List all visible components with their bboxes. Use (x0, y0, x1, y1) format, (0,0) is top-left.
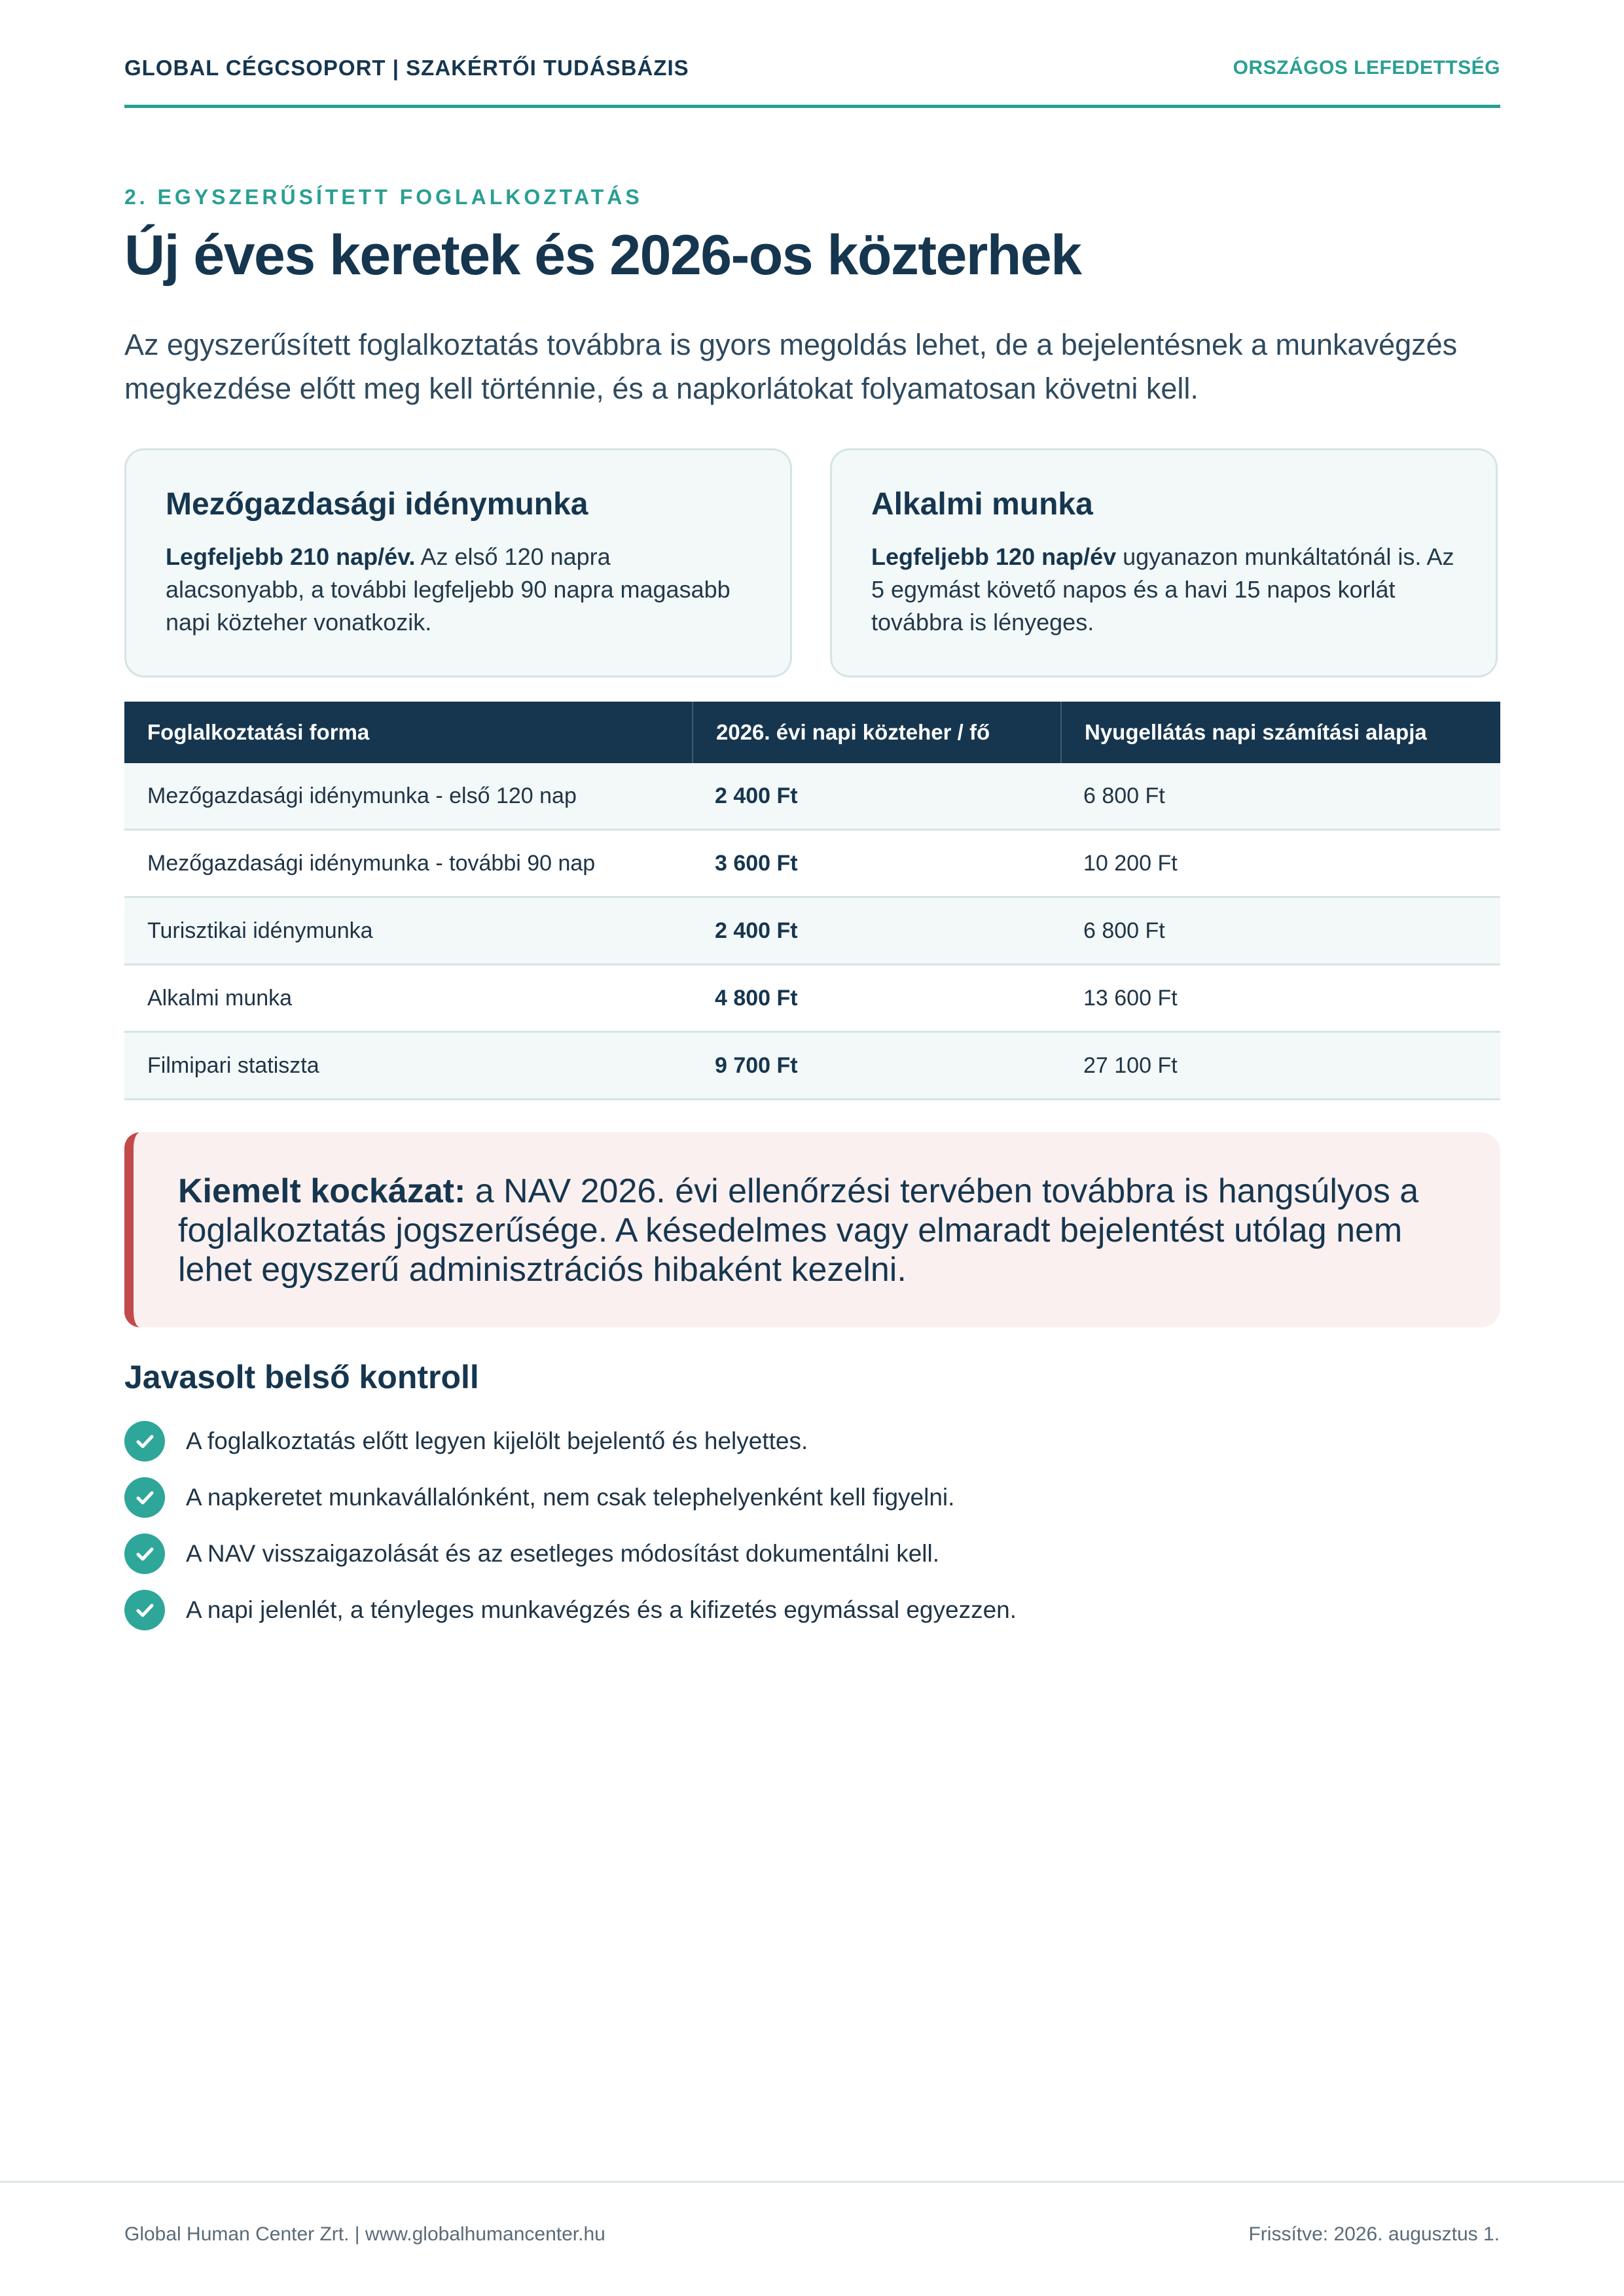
table-row (124, 831, 1500, 898)
check-circle-icon (124, 1421, 165, 1462)
risk-text: a NAV 2026. évi ellenőrzési tervében továbbra is hangsúlyos a foglalkoztatás jogszerűsége. A késedelmes vagy elmaradt bejelentést utólag nem lehet egyszerű adminisztrációs hibaként kezelni. (178, 1172, 1419, 1289)
risk-callout (124, 1132, 1500, 1327)
table-header (124, 702, 1500, 763)
table-cell: 2 400 Ft (715, 918, 798, 943)
card-text (166, 541, 751, 639)
intro-paragraph: Az egyszerűsített foglalkoztatás továbbra is gyors megoldás lehet, de a bejelentésnek a munkavégzés megkezdése előtt meg kell történnie, és a napkorlátokat folyamatosan követni kell. (124, 328, 1458, 405)
table-header-cell: Foglalkoztatási forma (147, 720, 370, 744)
table-row (124, 965, 1500, 1033)
check-circle-icon (124, 1477, 165, 1518)
header-coverage: ORSZÁGOS LEFEDETTSÉG (1233, 57, 1500, 79)
card-seasonal-agricultural (124, 448, 792, 677)
table-header-cell: Nyugellátás napi számítási alapja (1060, 702, 1500, 763)
table-row (124, 898, 1500, 965)
table-cell: Filmipari statiszta (147, 1052, 319, 1078)
list-item (124, 1469, 1017, 1526)
card-text-strong: Legfeljebb 120 nap/év (871, 543, 1117, 570)
page-title: Új éves keretek és 2026-os közterhek (124, 224, 1081, 287)
table-cell: Alkalmi munka (147, 985, 293, 1011)
table-cell: 6 800 Ft (1083, 918, 1165, 943)
table-cell: 3 600 Ft (715, 850, 798, 876)
table-cell: Turisztikai idénymunka (147, 918, 373, 943)
card-text (871, 541, 1456, 639)
public-charges-table (124, 702, 1500, 1100)
page-header (124, 52, 1500, 108)
controls-list (124, 1413, 1017, 1638)
section-eyebrow: 2. EGYSZERŰSÍTETT FOGLALKOZTATÁS (124, 185, 643, 209)
table-cell: 27 100 Ft (1083, 1052, 1178, 1078)
table-body (124, 763, 1500, 1100)
table-cell: 13 600 Ft (1083, 985, 1178, 1011)
list-item (124, 1413, 1017, 1469)
list-item-text: A foglalkoztatás előtt legyen kijelölt bejelentő és helyettes. (186, 1427, 808, 1454)
table-cell: 10 200 Ft (1083, 850, 1178, 876)
footer-updated-date: Frissítve: 2026. augusztus 1. (1248, 2223, 1500, 2245)
card-text-body: Az első 120 napra alacsonyabb, a további legfeljebb 90 napra magasabb napi közteher vonatkozik. (166, 543, 731, 636)
page-footer (0, 2181, 1624, 2245)
table-header-cell: 2026. évi napi közteher / fő (692, 702, 1060, 763)
check-circle-icon (124, 1590, 165, 1630)
table-cell: 2 400 Ft (715, 783, 798, 808)
table-cell: 4 800 Ft (715, 985, 798, 1011)
table-cell: 6 800 Ft (1083, 783, 1165, 808)
card-title: Mezőgazdasági idénymunka (166, 487, 588, 522)
card-text-strong: Legfeljebb 210 nap/év. (166, 543, 416, 570)
card-title: Alkalmi munka (871, 487, 1093, 522)
table-cell: 9 700 Ft (715, 1052, 798, 1078)
list-item (124, 1582, 1017, 1638)
table-row (124, 1033, 1500, 1100)
footer-company: Global Human Center Zrt. | www.globalhumancenter.hu (124, 2223, 605, 2245)
list-item-text: A NAV visszaigazolását és az esetleges módosítást dokumentálni kell. (186, 1540, 940, 1567)
card-text-body: ugyanazon munkáltatónál is. Az 5 egymást követő napos és a havi 15 napos korlát továbbra is lényeges. (871, 543, 1454, 636)
header-brand: GLOBAL CÉGCSOPORT | SZAKÉRTŐI TUDÁSBÁZIS (124, 56, 689, 80)
table-row (124, 763, 1500, 831)
controls-title: Javasolt belső kontroll (124, 1359, 479, 1395)
check-circle-icon (124, 1534, 165, 1574)
table-cell: Mezőgazdasági idénymunka - első 120 nap (147, 783, 577, 808)
list-item (124, 1526, 1017, 1582)
list-item-text: A napi jelenlét, a tényleges munkavégzés és a kifizetés egymással egyezzen. (186, 1596, 1017, 1623)
card-casual-work (830, 448, 1498, 677)
table-cell: Mezőgazdasági idénymunka - további 90 nap (147, 850, 596, 876)
list-item-text: A napkeretet munkavállalónként, nem csak telephelyenként kell figyelni. (186, 1484, 955, 1511)
risk-label: Kiemelt kockázat: (178, 1172, 466, 1210)
